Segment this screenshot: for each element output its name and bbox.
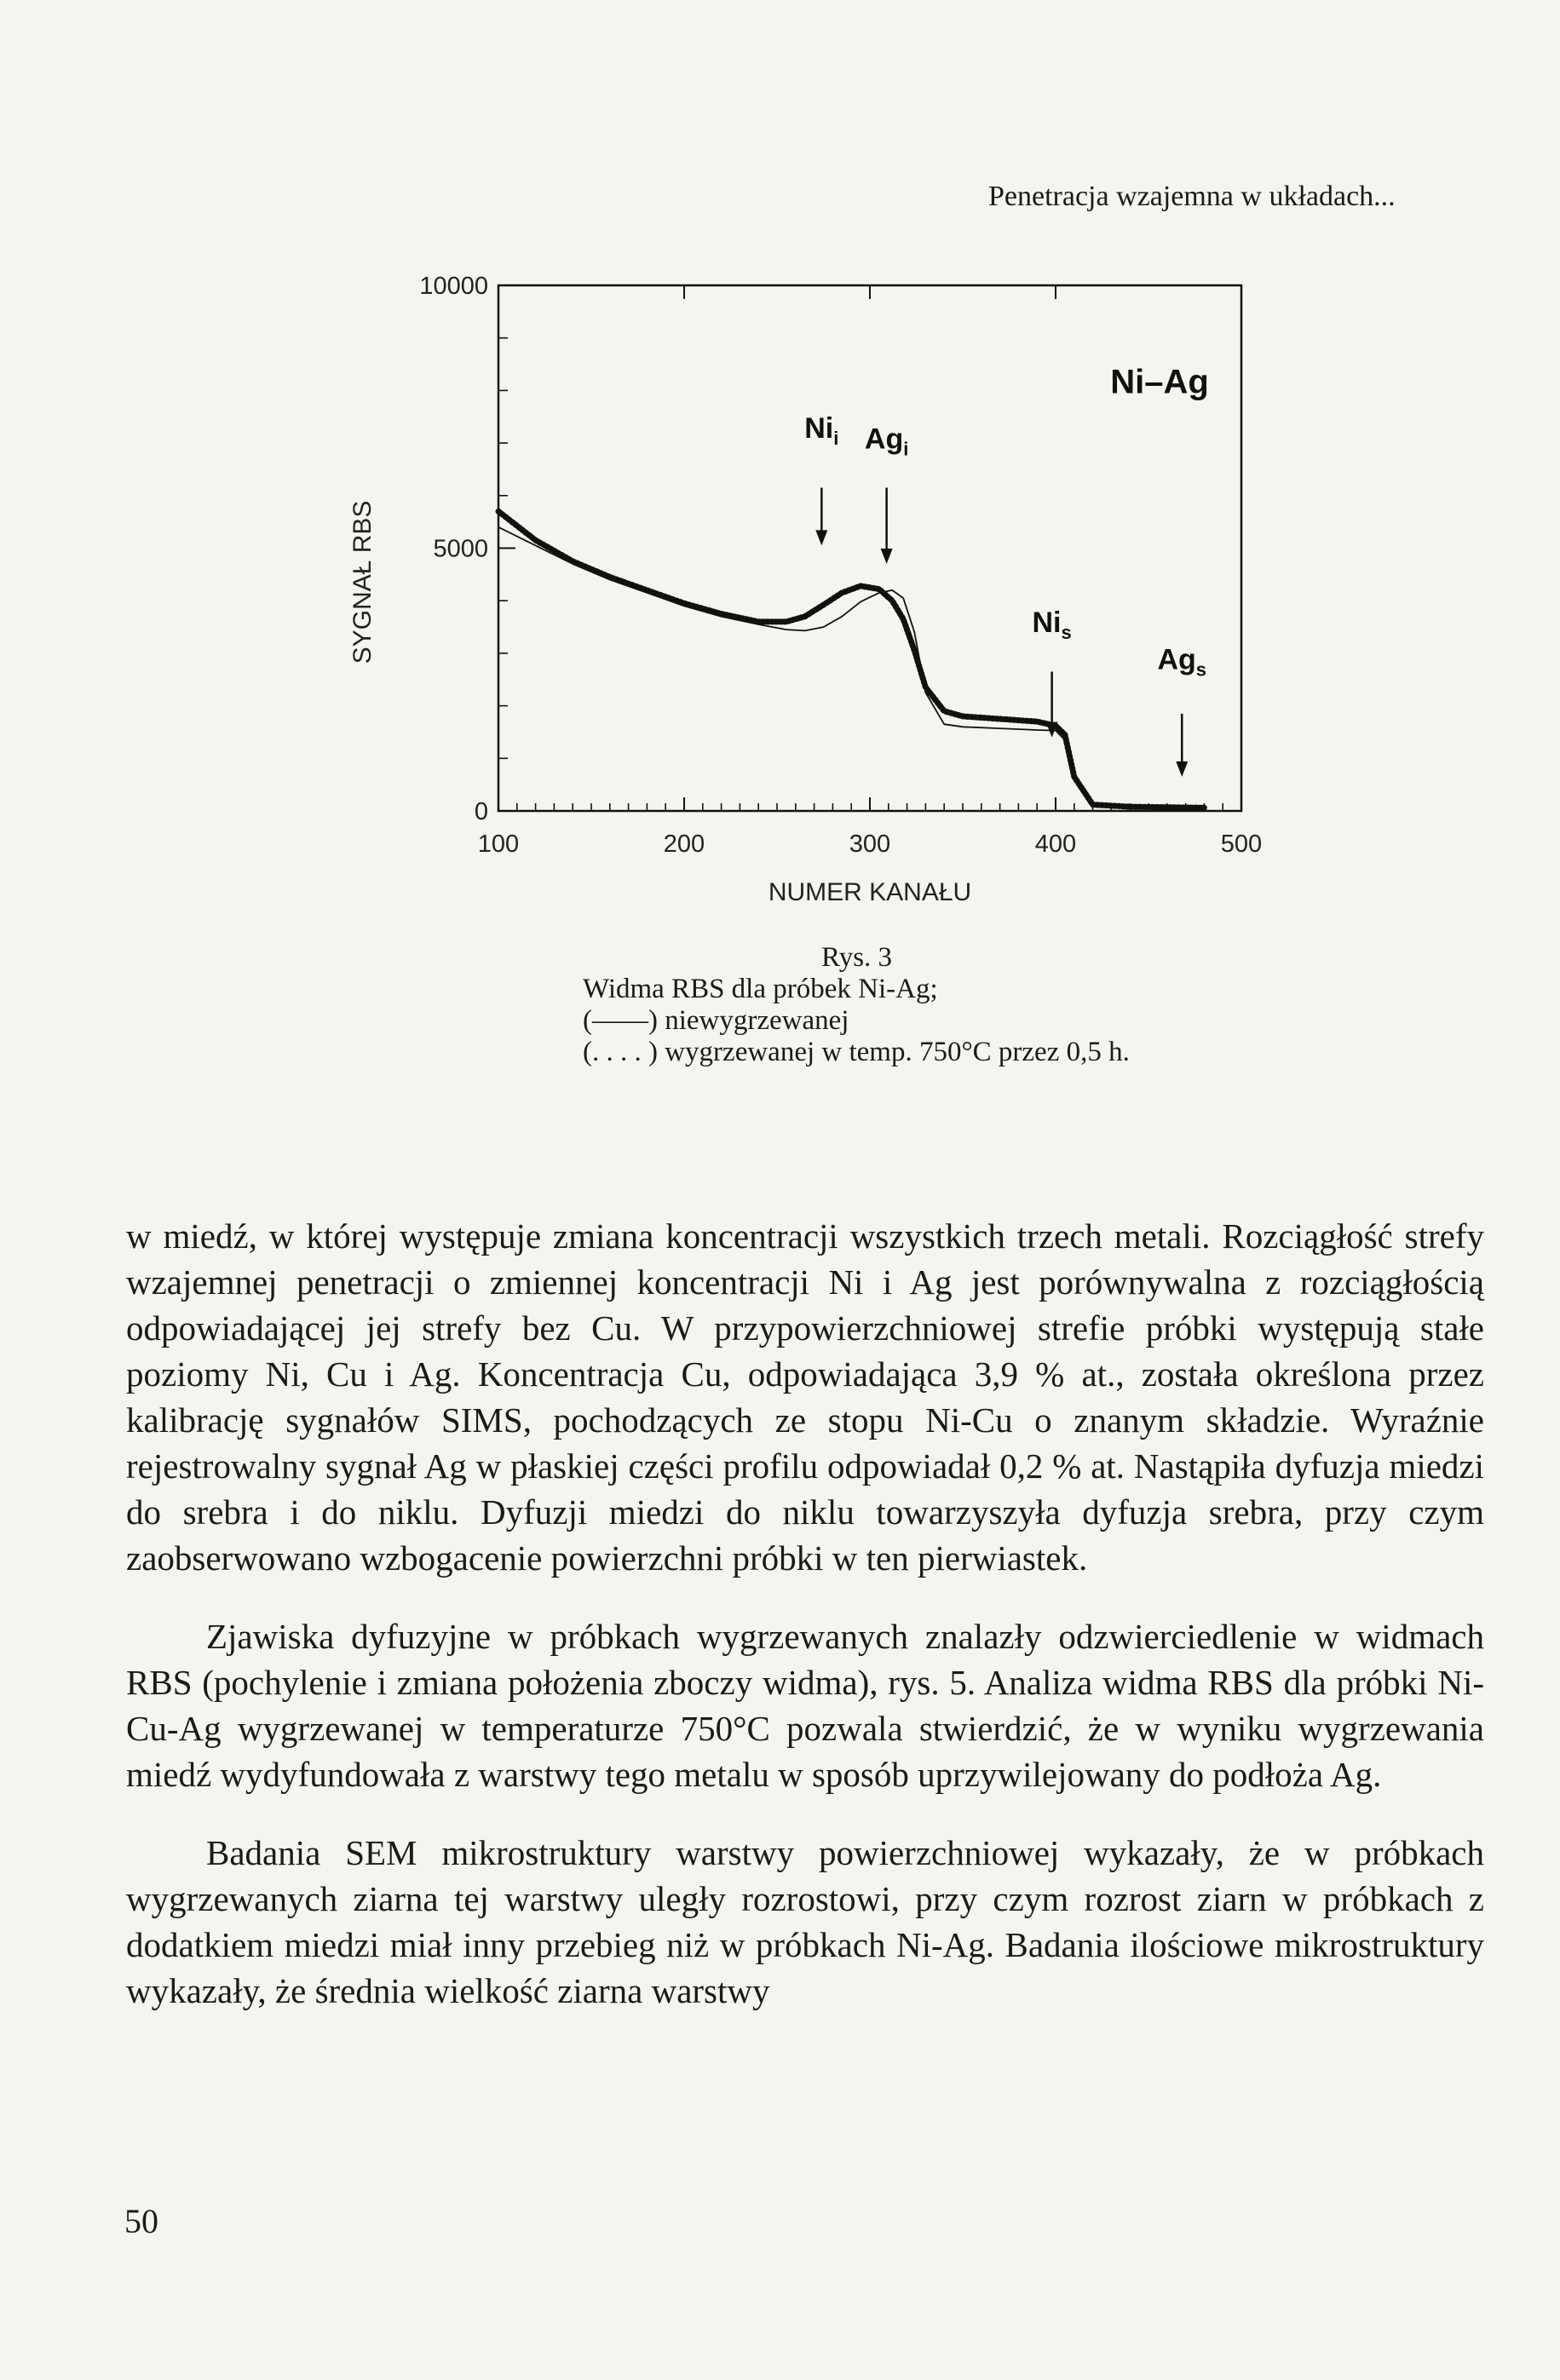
paragraph-2: Zjawiska dyfuzyjne w próbkach wygrzewanych znalazły odzwierciedlenie w widmach RBS (pochylenie i zmiana położenia zboczy widma), rys. 5. Analiza widma RBS dla próbki Ni-Cu-Ag wygrzewanej w temperaturze 750°C pozwala stwierdzić, że w wyniku wygrzewania miedź wydyfundowała z warstwy tego metalu w sposób uprzywilejowany do podłoża Ag. — [126, 1617, 1484, 1794]
series-group — [498, 511, 1207, 808]
series-line-annealed — [498, 511, 1207, 808]
caption-line-3: (. . . . ) wygrzewanej w temp. 750°C przez 0,5 h. — [583, 1037, 1130, 1067]
annotation-label: $Ni_s$ — [1032, 606, 1072, 644]
caption-line-2: (——) niewygrzewanej — [583, 1005, 849, 1036]
annotation-arrow-head — [1176, 762, 1188, 777]
y-axis-label: SYGNAŁ RBS — [348, 500, 377, 664]
annotations-group — [804, 363, 1209, 776]
figure-caption — [583, 942, 1130, 1068]
x-tick-label: 400 — [1034, 831, 1077, 858]
annotation-label: Ni–Ag — [1110, 363, 1209, 401]
y-tick-label: 0 — [474, 798, 488, 825]
x-tick-label: 300 — [849, 831, 891, 858]
x-tick-label: 100 — [477, 831, 520, 858]
rbs-spectrum-chart — [307, 256, 1278, 937]
annotation-arrow-head — [815, 530, 827, 545]
annotation-arrow-head — [881, 549, 893, 564]
annotation-label: $Ag_s$ — [1157, 643, 1207, 681]
paragraph-3: Badania SEM mikrostruktury warstwy powierzchniowej wykazały, że w próbkach wygrzewanych ziarna tej warstwy uległy rozrostowi, przy czym rozrost ziarn w próbkach z dodatkiem miedzi miał inny przebieg niż w próbkach Ni-Ag. Badania ilościowe mikrostruktury wykazały, że średnia wielkość ziarna warstwy — [126, 1833, 1484, 2010]
running-head: Penetracja wzajemna w układach... — [988, 181, 1396, 212]
y-tick-label: 5000 — [433, 535, 488, 563]
figure-number: Rys. 3 — [821, 942, 893, 973]
x-tick-label: 500 — [1220, 831, 1263, 858]
y-tick-label: 10000 — [419, 273, 488, 300]
x-axis-label: NUMER KANAŁU — [768, 878, 972, 906]
caption-line-1: Widma RBS dla próbek Ni-Ag; — [583, 974, 938, 1004]
page-number: 50 — [124, 2202, 158, 2240]
axis-ticks — [419, 273, 1262, 858]
annotation-label: $Ni_i$ — [804, 411, 839, 449]
annotation-label: $Ag_i$ — [864, 423, 909, 460]
x-tick-label: 200 — [663, 831, 705, 858]
series-line-unannealed — [498, 527, 1207, 809]
paragraph-1: w miedź, w której występuje zmiana koncentracji wszystkich trzech metali. Rozciągłość strefy wzajemnej penetracji o zmiennej koncentracji Ni i Ag jest porównywalna z rozciągłością odpowiadającej jej strefy bez Cu. W przypowierzchniowej strefie próbki występują stałe poziomy Ni, Cu i Ag. Koncentracja Cu, odpowiadająca 3,9 % at., została określona przez kalibrację sygnałów SIMS, pochodzących ze stopu Ni-Cu o znanym składzie. Wyraźnie rejestrowalny sygnał Ag w płaskiej części profilu odpowiadał 0,2 % at. Nastąpiła dyfuzja miedzi do srebra i do niklu. Dyfuzji miedzi do niklu towarzyszyła dyfuzja srebra, przy czym zaobserwowano wzbogacenie powierzchni próbki w ten pierwiastek. — [126, 1216, 1484, 1578]
body-text — [126, 1213, 1484, 2014]
